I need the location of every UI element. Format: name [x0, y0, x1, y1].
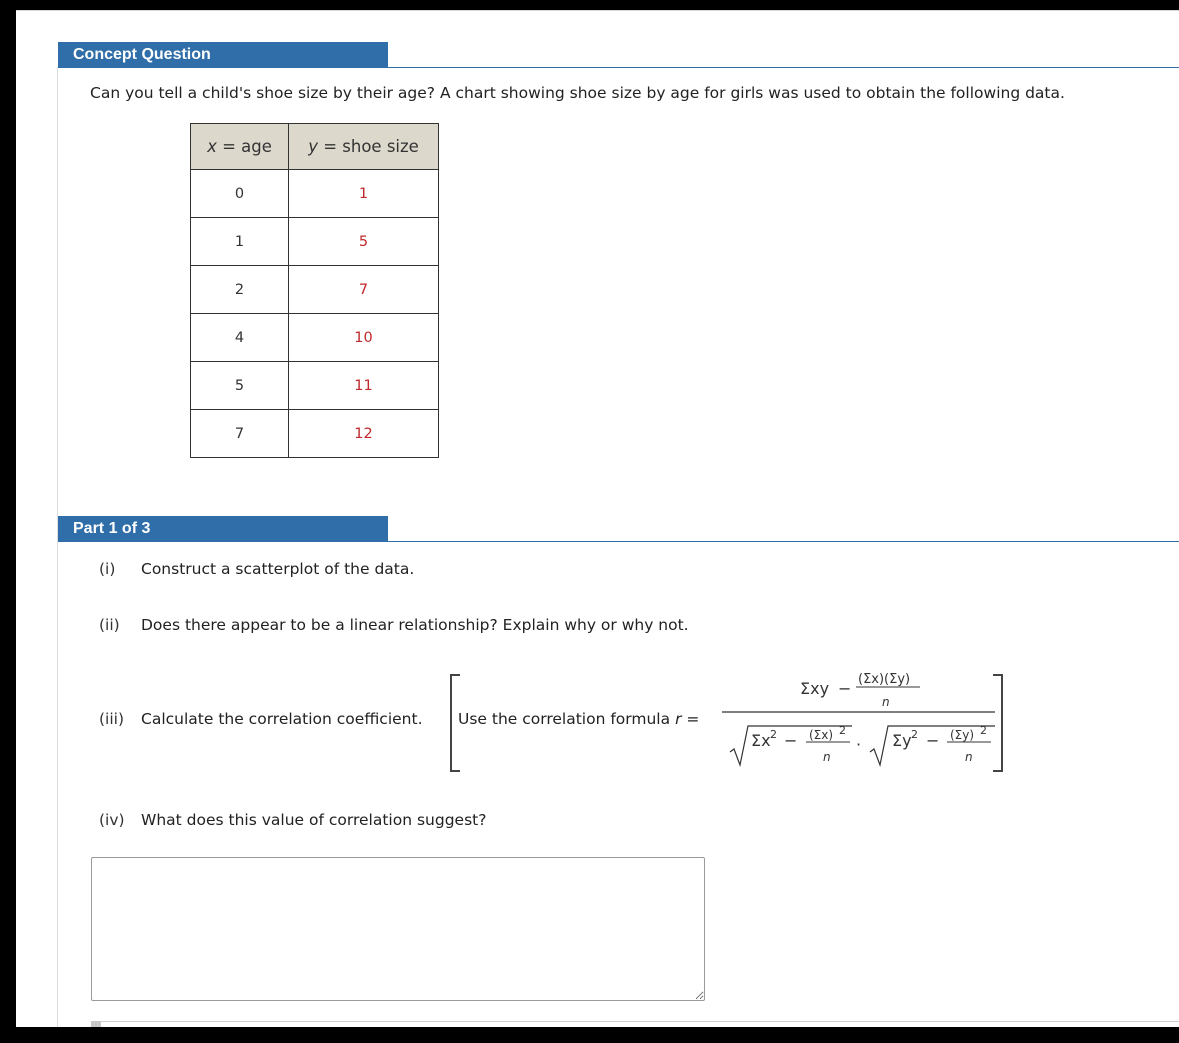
- shoe-size-cell: 12: [289, 410, 439, 458]
- n-x: n: [823, 750, 831, 764]
- table-row: [191, 362, 439, 410]
- x-column-header: x = age: [191, 124, 289, 170]
- question-text: Calculate the correlation coefficient.: [141, 710, 423, 728]
- table-header-row: [191, 124, 439, 170]
- answer-textarea[interactable]: [91, 857, 705, 1001]
- question-number: (ii): [99, 616, 120, 634]
- table-row: [191, 410, 439, 458]
- sx-squared: 2: [839, 724, 846, 737]
- sy: (Σy): [950, 728, 975, 742]
- question-text: What does this value of correlation suggest?: [141, 811, 487, 829]
- table-row: [191, 218, 439, 266]
- y-column-header: y = shoe size: [289, 124, 439, 170]
- n-numerator: n: [882, 695, 890, 709]
- sx-sy: (Σx)(Σy): [858, 672, 911, 687]
- data-table: [190, 123, 439, 458]
- shoe-size-cell: 1: [289, 170, 439, 218]
- formula-label: Use the correlation formula r =: [458, 710, 700, 728]
- correlation-formula: [720, 664, 995, 774]
- question-iii: [99, 710, 423, 728]
- part-header: [58, 516, 1179, 542]
- sum-xy: Σxy: [800, 679, 830, 698]
- n-y: n: [965, 750, 973, 764]
- question-number: (iv): [99, 811, 125, 829]
- left-black-bar: [0, 0, 16, 1043]
- minus-sign: −: [926, 731, 940, 750]
- age-cell: 2: [191, 266, 289, 314]
- age-cell: 4: [191, 314, 289, 362]
- sum-y: Σy: [892, 731, 912, 750]
- intro-text: Can you tell a child's shoe size by their age? A chart showing shoe size by age for girls was used to obtain the following data.: [90, 84, 1065, 102]
- question-i: [99, 560, 414, 578]
- shoe-size-cell: 10: [289, 314, 439, 362]
- question-iv: [99, 811, 486, 829]
- question-text: Does there appear to be a linear relationship? Explain why or why not.: [141, 616, 689, 634]
- x-squared: 2: [770, 728, 777, 741]
- minus-sign: −: [784, 731, 798, 750]
- age-cell: 0: [191, 170, 289, 218]
- age-cell: 5: [191, 362, 289, 410]
- age-cell: 1: [191, 218, 289, 266]
- table-row: [191, 170, 439, 218]
- concept-question-header: [58, 42, 1179, 68]
- question-number: (i): [99, 560, 116, 578]
- left-rule: [57, 67, 58, 1027]
- multiply-dot: ·: [856, 735, 862, 754]
- minus-sign: −: [838, 679, 852, 698]
- question-ii: [99, 616, 689, 634]
- age-cell: 7: [191, 410, 289, 458]
- sum-x: Σx: [751, 731, 771, 750]
- table-row: [191, 314, 439, 362]
- table-row: [191, 266, 439, 314]
- bottom-rule: [101, 1021, 1179, 1022]
- y-squared: 2: [911, 728, 918, 741]
- question-text: Construct a scatterplot of the data.: [141, 560, 415, 578]
- shoe-size-cell: 11: [289, 362, 439, 410]
- bottom-black-bar: [0, 1027, 1179, 1043]
- concept-question-title: Concept Question: [58, 42, 388, 67]
- shoe-size-cell: 7: [289, 266, 439, 314]
- question-number: (iii): [99, 710, 125, 728]
- sy-squared: 2: [980, 724, 987, 737]
- top-black-bar: [0, 0, 1179, 10]
- shoe-size-cell: 5: [289, 218, 439, 266]
- sx: (Σx): [809, 728, 834, 742]
- part-title: Part 1 of 3: [58, 516, 388, 541]
